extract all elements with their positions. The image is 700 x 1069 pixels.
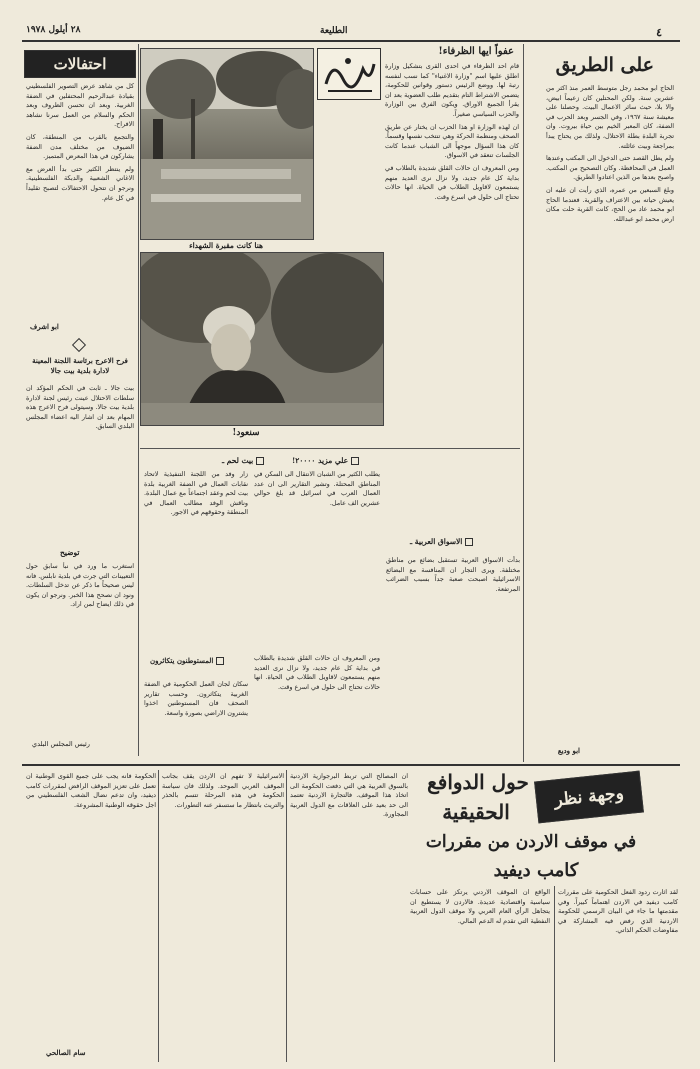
small-item-1-title: فرح الاعرج برئاسة اللجنة المعينة لادارة بلدية بيت جالا (32, 356, 128, 375)
ala-altariq-body (546, 84, 674, 742)
ihtiqalat-title-box (24, 50, 136, 78)
viewpoint-divider-3 (158, 770, 159, 1062)
diamond-icon (72, 338, 86, 352)
ala-altariq-title: على الطريق (555, 54, 654, 76)
divider-left (138, 44, 139, 756)
afwan-body (385, 62, 519, 512)
old-man-photo-drawing (141, 253, 383, 425)
news-4-title-text: الاسواق العربية ـ (410, 537, 463, 546)
cemetery-photo-drawing (141, 49, 313, 239)
ihtiqalat-para-1: كل من شاهد عرض التصوير الفلسطيني بقيادة عبدالرحيم المحتفلين في الضفة الغربية. وبعد ان تحسن الظروف وبعد الحكم والسلام من العمل سرنا نشاهد الافراح. (26, 82, 134, 129)
ihtiqalat-title: احتفالات (53, 55, 107, 73)
small-item-1-text: بيت جالا ـ ثابت في الحكم المؤكد ان سلطات الاحتلال عينت رئيس لجنة لادارة بلدية بيت جالا. وسيتولى فرح الاعرج هذه المهام بعد ان اشار اليه اعضاء المجلس البلدي السابق. (26, 384, 134, 431)
ihtiqalat-body (26, 82, 134, 314)
viewpoint-title-3: في موقف الاردن من مقررات (425, 832, 637, 852)
afwan-para-1: قام احد الظرفاء في احدى القرى بتشكيل وزارة اطلق عليها اسم "وزارة الاغنياء" كما نسب لنفسه رتبة لها. ووضع الرئيس دستور وقوانين للحكومة، يتضمن الاشتراط التام بتقديم طلب العضوية بعد ان يقرأ الجميع الاوراق. ويكون الفرق بين الوزارة والحزب السياسي صغيراً. (385, 62, 519, 118)
news-3-title (150, 656, 224, 665)
news-4-title (410, 537, 473, 546)
page-number: ٤ (656, 26, 662, 39)
column-logo-drawing (318, 49, 380, 99)
cemetery-photo (140, 48, 314, 240)
news-2-title-text: علي مزيد ٢٠٠٠٠! (292, 456, 349, 465)
viewpoint-tag (534, 771, 644, 824)
section-name: الطليعة (320, 26, 348, 36)
afwan-title: عفواً ايها الظرفاء! (438, 46, 514, 57)
viewpoint-col-1: لقد اثارت ردود الفعل الحكومية على مقررات كامب ديفيد في الاردن اهتماماً كبيراً. وفي مقدمتها ما جاء في البيان الرسمي للحكومة الاردنية الذي رفض فيه المشاركة في مفاوضات الحكم الذاتي. (558, 888, 678, 935)
news-1-title (222, 456, 264, 465)
viewpoint-tag-text: وجهة نظر (553, 783, 625, 811)
viewpoint-col-4: الاسرائيلية لا تفهم ان الاردن يقف بجانب الموقف العربي الموحد. ولذلك فان سياسة الحكومة في هذه المرحلة تتسم بالحذر والتريث بانتظار ما ستسفر عنه التطورات. (162, 772, 284, 809)
viewpoint-title-1: حول الدوافع (427, 770, 529, 794)
ala-altariq-para-2: ولم يطل القصد حتى الدخول الى المكتب وعندها العمل في المحافظة. وكان التصحيح من المكتب. واصبح بعدها من الذين اعتادوا الطريق. (546, 154, 674, 182)
afwan-para-2: ان لهذه الوزارة او هذا الحزب ان يختار عن طريق الصحف ومنظمة الحركة وهي تنتخب نفسها وقسماً. كان هذا السؤال موجهاً الى الشباب عندما كانت الجلسات تنعقد في الاسواق. (385, 122, 519, 160)
news-1-title-text: بيت لحم ـ (222, 456, 254, 465)
ala-altariq-para-1: الحاج ابو محمد رجل متوسط العمر منذ اكثر من عشرين سنة. ولكن المحتلين كان زعيماً ابيض، والا بلا، حيث سائر الاعمال البيت. وحصلنا على معيشة سنة ١٩٦٧، وفي الجسر وبعد الحرب في الضفة، كان المعبر الخيم بين حياة بيروت. وان تجربة البلدة بطلة الاحتلال، ولذلك من يحتاج يبدأ بمراجعة وبيت عائلته. (546, 84, 674, 150)
old-man-photo (140, 252, 384, 426)
header-rule (22, 40, 680, 42)
small-item-2-text: استغرب ما ورد في نبأ سابق حول التعيينات التي جرت في بلدية نابلس. فانه ليس صحيحاً ما ذكر عن تدخل السلطات. ونود ان نصحح هذا الخبر. ونرجو ان يكون في ذلك ايضاح لمن اراد. (26, 562, 134, 609)
news-1-text: زار وفد من اللجنة التنفيذية لاتحاد نقابات العمال في الضفة الغربية بلدة بيت لحم وعقد اجتماعاً مع عمال البلدة. وناقش الوفد مطالب العمال في المنطقة وحقوقهم في الاجور. (144, 470, 248, 517)
bottom-section-rule (22, 764, 680, 766)
news-4-box-icon (465, 538, 473, 546)
news-2-text: يطلب الكثير من الشبان الانتقال الى السكن في المناطق المحتلة. وتشير التقارير الى ان عدد العمال العرب في اسرائيل قد بلغ حوالي عشرين الف عامل. (254, 470, 380, 507)
divider-right (523, 44, 524, 762)
viewpoint-col-3: ان المصالح التي تربط البرجوازية الاردنية بالسوق العربية هي التي دفعت الحكومة الى اتخاذ هذا الموقف. فالتجارة الاردنية تعتمد الى حد بعيد على العلاقات مع الدول العربية المجاورة. (290, 772, 408, 819)
viewpoint-divider-1 (554, 886, 555, 1062)
news-filler-column: ومن المعروف ان حالات القلق شديدة بالطلاب في بداية كل عام جديد، ولا نزال نرى العديد منهم يستمعون لاقاويل الطلاب في الحياة. انها حالات تحتاج الى حلول في اسرع وقت. (254, 654, 380, 691)
ihtiqalat-para-3: ولم ينتظر الكثير حتى بدأ العرض مع الاغاني الشعبية والدبكة الفلسطينية. ونرجو ان تتحول الاحتفالات لتصبح تقليداً في كل عام. (26, 164, 134, 202)
viewpoint-signature: سام الصالحي (46, 1048, 86, 1057)
news-top-rule (140, 448, 520, 449)
viewpoint-divider-2 (286, 770, 287, 1062)
small-item-2-signature: رئيس المجلس البلدي (32, 740, 90, 748)
afwan-para-3: ومن المعروف ان حالات القلق شديدة بالطلاب في بداية كل عام جديد، ولا نزال نرى العديد منهم يستمعون لاقاويل الطلاب في الحياة. انها حالات تحتاج الى حلول في اسرع وقت. (385, 163, 519, 201)
cemetery-photo-caption: هنا كانت مقبرة الشهداء (189, 241, 263, 250)
news-3-title-text: المستوطنون يتكاثرون (150, 656, 214, 665)
old-man-photo-caption: سنعود! (232, 428, 260, 438)
news-3-box-icon (216, 657, 224, 665)
viewpoint-title-4: كامب ديفيد (493, 860, 579, 881)
small-item-2-title: توضيح (60, 548, 80, 557)
ihtiqalat-signature: ابو اشرف (30, 322, 59, 331)
ala-altariq-para-3: وبلغ السبعين من عمره، الذي رأيت ان عليه ان يعيش حياته بين الاعتراف والقرية. فعندما الحاج ابو محمد عاد من الحج، كانت القرية حلت مكان ارض محمد ابو عبدالله. (546, 185, 674, 223)
ihtiqalat-para-2: والتجمع بالقرب من المنطقة، كان الضيوف من مختلف مدن الضفة يشاركون في هذا المعرض المتميز. (26, 132, 134, 161)
viewpoint-col-5: الحكومة فانه يجب على جميع القوى الوطنية ان تعمل على تعزيز الموقف الرافض لمقررات كامب ديفيد، وان تدعم نضال الشعب الفلسطيني من اجل حقوقه الوطنية المشروعة. (26, 772, 156, 809)
column-logo (317, 48, 381, 100)
news-1-box-icon (256, 457, 264, 465)
viewpoint-col-2: الواقع ان الموقف الاردني يرتكز على حسابات سياسية واقتصادية عديدة. فالاردن لا يستطيع ان يتجاهل الرأي العام العربي ولا موقف الدول العربية النفطية التي تقدم له الدعم المالي. (410, 888, 550, 925)
news-3-text: سكان لجان العمل الحكومية في الضفة الغربية يتكاثرون. وحسب تقارير الصحف فان المستوطنين اخذوا يشترون الاراضي بصورة واسعة. (144, 680, 248, 717)
ala-altariq-signature: ابو وديع (557, 746, 580, 755)
news-2-title (292, 456, 359, 465)
viewpoint-title-2: الحقيقية (442, 800, 510, 824)
news-4-text: بدأت الاسواق العربية تستقبل بضائع من مناطق مختلفة. ويرى التجار ان المنافسة مع البضائع الاسرائيلية اصبحت صعبة جداً بسبب الضرائب المرتفعة. (386, 556, 520, 593)
issue-date: ٢٨ أيلول ١٩٧٨ (26, 25, 81, 35)
news-2-box-icon (351, 457, 359, 465)
